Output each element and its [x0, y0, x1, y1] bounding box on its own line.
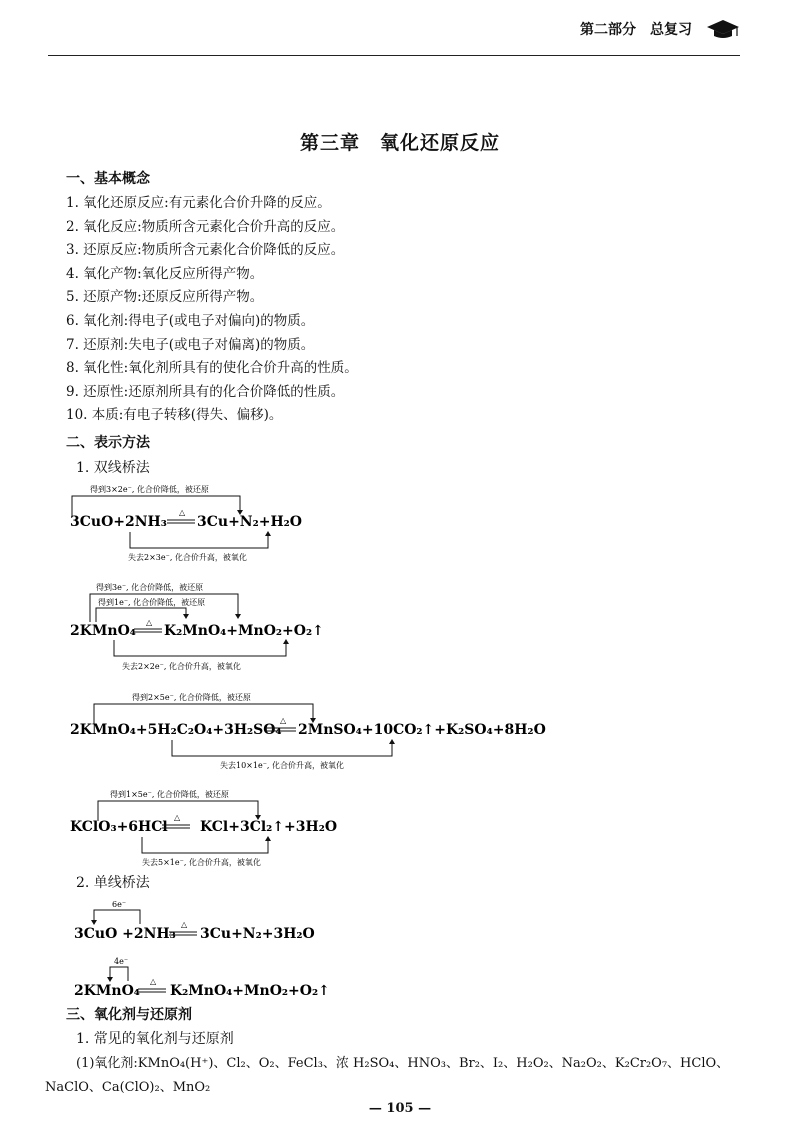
heat-sign: △ [280, 716, 287, 725]
list-item: 3. 还原反应:物质所含元素化合价降低的反应。 [66, 242, 345, 259]
graduation-cap-icon [706, 18, 740, 40]
subheading-common-agents: 1. 常见的氧化剂与还原剂 [76, 1031, 234, 1047]
concept-list [66, 192, 358, 428]
loss-bracket [172, 740, 392, 756]
equation-rhs: 2MnSO₄+10CO₂↑+K₂SO₄+8H₂O [298, 722, 546, 738]
heat-sign: △ [150, 977, 157, 986]
list-item: 10. 本质:有电子转移(得失、偏移)。 [66, 407, 283, 424]
equation-lhs: 2KMnO₄+5H₂C₂O₄+3H₂SO₄ [70, 722, 282, 738]
header-part: 第二部分 [580, 22, 636, 38]
oxidants-line-1: (1)氧化剂:KMnO₄(H⁺)、Cl₂、O₂、FeCl₃、浓 H₂SO₄、HNO₃、Br₂、I₂、H₂O₂、Na₂O₂、K₂Cr₂O₇、HClO、 [76, 1056, 730, 1071]
equation-lhs: 2KMnO₄ [70, 623, 136, 639]
list-item: 6. 氧化剂:得电子(或电子对偏向)的物质。 [66, 312, 315, 329]
loss-label: 失去2×2e⁻, 化合价升高，被氧化 [122, 662, 241, 671]
section-heading-agents: 三、氧化剂与还原剂 [66, 1007, 192, 1023]
heat-sign: △ [146, 618, 153, 627]
subheading-single-bridge: 2. 单线桥法 [76, 875, 150, 891]
list-item: 9. 还原性:还原剂所具有的化合价降低的性质。 [66, 383, 345, 400]
list-item: 4. 氧化产物:氧化反应所得产物。 [66, 265, 264, 282]
double-bridge-equation-2 [70, 580, 590, 675]
electron-label: 4e⁻ [114, 957, 129, 966]
equation-lhs: 3CuO+2NH₃ [70, 514, 167, 530]
gain-label-inner: 得到1e⁻, 化合价降低，被还原 [98, 598, 206, 607]
equation-lhs: 3CuO +2NH₃ [74, 926, 176, 942]
header-rule [48, 55, 740, 56]
list-item: 5. 还原产物:还原反应所得产物。 [66, 289, 264, 306]
equation-lhs: 2KMnO₄ [74, 983, 140, 999]
page-number: — 105 — [368, 1101, 432, 1116]
list-item: 2. 氧化反应:物质所含元素化合价升高的反应。 [66, 218, 345, 235]
equation-rhs: 3Cu+N₂+H₂O [197, 514, 303, 530]
double-bridge-equation-3 [70, 690, 590, 772]
electron-arrow [94, 910, 140, 924]
heat-sign: △ [181, 920, 188, 929]
gain-label-outer: 得到3e⁻, 化合价降低，被还原 [96, 583, 204, 592]
gain-label: 得到3×2e⁻, 化合价降低，被还原 [90, 485, 209, 494]
chapter-title: 第三章 氧化还原反应 [299, 132, 500, 154]
section-heading-concepts: 一、基本概念 [66, 171, 150, 187]
loss-label: 失去10×1e⁻, 化合价升高，被氧化 [220, 761, 345, 770]
equation-rhs: K₂MnO₄+MnO₂+O₂↑ [164, 623, 324, 639]
section-heading-representation: 二、表示方法 [66, 435, 150, 451]
gain-label: 得到2×5e⁻, 化合价降低，被还原 [132, 693, 251, 702]
loss-bracket [114, 640, 286, 656]
electron-label: 6e⁻ [112, 900, 127, 909]
loss-label: 失去5×1e⁻, 化合价升高，被氧化 [142, 858, 261, 867]
oxidants-line-2: NaClO、Ca(ClO)₂、MnO₂ [45, 1080, 211, 1095]
equation-rhs: 3Cu+N₂+3H₂O [200, 926, 315, 942]
gain-label: 得到1×5e⁻, 化合价降低，被还原 [110, 790, 229, 799]
gain-bracket [72, 496, 240, 516]
list-item: 7. 还原剂:失电子(或电子对偏离)的物质。 [66, 336, 315, 353]
loss-bracket [142, 837, 268, 853]
double-bridge-equation-4 [70, 785, 590, 870]
header-section: 总复习 [650, 22, 692, 38]
equation-rhs: KCl+3Cl₂↑+3H₂O [200, 819, 338, 835]
equation-rhs: K₂MnO₄+MnO₂+O₂↑ [170, 983, 330, 999]
electron-arrow [110, 967, 128, 981]
list-item: 1. 氧化还原反应:有元素化合价升降的反应。 [66, 195, 331, 211]
single-bridge-equation-1 [70, 898, 590, 946]
equation-lhs: KClO₃+6HCl [70, 819, 168, 835]
subheading-double-bridge: 1. 双线桥法 [76, 460, 150, 476]
heat-sign: △ [179, 508, 186, 517]
running-header [580, 18, 740, 40]
heat-sign: △ [174, 813, 181, 822]
gain-bracket-inner [96, 608, 186, 622]
list-item: 8. 氧化性:氧化剂所具有的使化合价升高的性质。 [66, 360, 358, 377]
double-bridge-equation-1 [70, 482, 590, 564]
single-bridge-equation-2 [70, 955, 590, 1003]
loss-bracket [130, 532, 268, 548]
loss-label: 失去2×3e⁻, 化合价升高，被氧化 [128, 553, 247, 562]
